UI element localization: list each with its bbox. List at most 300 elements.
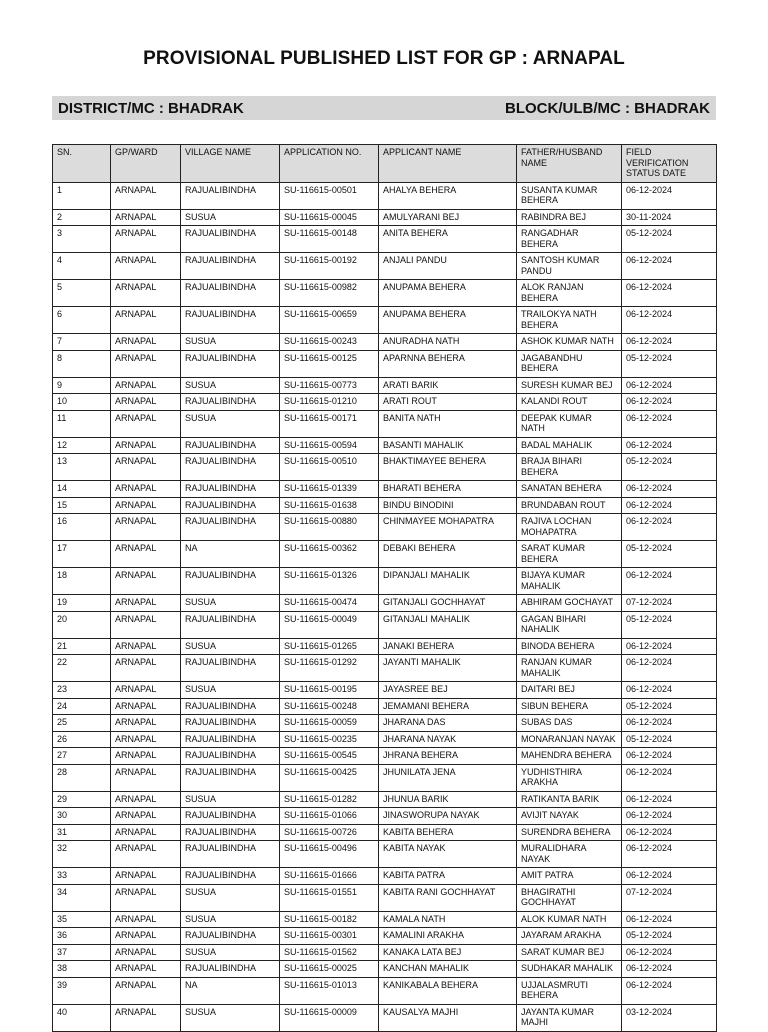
cell-father-husband-name: BADAL MAHALIK: [517, 437, 622, 454]
cell-sn: 38: [53, 961, 111, 978]
cell-gp-ward: ARNAPAL: [111, 764, 181, 791]
cell-gp-ward: ARNAPAL: [111, 884, 181, 911]
cell-sn: 6: [53, 307, 111, 334]
cell-gp-ward: ARNAPAL: [111, 410, 181, 437]
col-header-father-husband-name: FATHER/HUSBAND NAME: [517, 145, 622, 183]
cell-father-husband-name: SANATAN BEHERA: [517, 481, 622, 498]
cell-gp-ward: ARNAPAL: [111, 514, 181, 541]
cell-sn: 13: [53, 454, 111, 481]
cell-application-no: SU-116615-01666: [280, 868, 379, 885]
cell-applicant-name: BHAKTIMAYEE BEHERA: [379, 454, 517, 481]
table-row: [53, 595, 717, 612]
cell-verification-date: 06-12-2024: [622, 808, 717, 825]
cell-village-name: RAJUALIBINDHA: [181, 961, 280, 978]
cell-applicant-name: ANITA BEHERA: [379, 226, 517, 253]
cell-verification-date: 05-12-2024: [622, 928, 717, 945]
cell-gp-ward: ARNAPAL: [111, 497, 181, 514]
cell-sn: 7: [53, 334, 111, 351]
cell-verification-date: 05-12-2024: [622, 731, 717, 748]
col-header-sn: SN.: [53, 145, 111, 183]
cell-application-no: SU-116615-00049: [280, 611, 379, 638]
cell-sn: 29: [53, 791, 111, 808]
cell-application-no: SU-116615-00235: [280, 731, 379, 748]
cell-father-husband-name: SARAT KUMAR BEJ: [517, 944, 622, 961]
cell-sn: 21: [53, 638, 111, 655]
cell-gp-ward: ARNAPAL: [111, 209, 181, 226]
cell-father-husband-name: SIBUN BEHERA: [517, 698, 622, 715]
cell-verification-date: 05-12-2024: [622, 350, 717, 377]
cell-applicant-name: JHRANA BEHERA: [379, 748, 517, 765]
cell-applicant-name: JHARANA DAS: [379, 715, 517, 732]
cell-verification-date: 06-12-2024: [622, 841, 717, 868]
cell-gp-ward: ARNAPAL: [111, 437, 181, 454]
cell-father-husband-name: SUSANTA KUMAR BEHERA: [517, 182, 622, 209]
cell-applicant-name: CHINMAYEE MOHAPATRA: [379, 514, 517, 541]
cell-verification-date: 06-12-2024: [622, 307, 717, 334]
cell-sn: 3: [53, 226, 111, 253]
cell-village-name: RAJUALIBINDHA: [181, 868, 280, 885]
cell-gp-ward: ARNAPAL: [111, 182, 181, 209]
cell-gp-ward: ARNAPAL: [111, 791, 181, 808]
cell-verification-date: 03-12-2024: [622, 1004, 717, 1031]
cell-verification-date: 06-12-2024: [622, 944, 717, 961]
cell-application-no: SU-116615-00982: [280, 280, 379, 307]
cell-village-name: RAJUALIBINDHA: [181, 841, 280, 868]
cell-village-name: RAJUALIBINDHA: [181, 568, 280, 595]
cell-application-no: SU-116615-01292: [280, 655, 379, 682]
cell-father-husband-name: GAGAN BIHARI NAHALIK: [517, 611, 622, 638]
cell-father-husband-name: TRAILOKYA NATH BEHERA: [517, 307, 622, 334]
cell-sn: 31: [53, 824, 111, 841]
cell-gp-ward: ARNAPAL: [111, 824, 181, 841]
cell-gp-ward: ARNAPAL: [111, 350, 181, 377]
cell-sn: 34: [53, 884, 111, 911]
cell-father-husband-name: AMIT PATRA: [517, 868, 622, 885]
cell-applicant-name: GITANJALI GOCHHAYAT: [379, 595, 517, 612]
table-row: [53, 977, 717, 1004]
cell-verification-date: 06-12-2024: [622, 182, 717, 209]
cell-verification-date: 06-12-2024: [622, 253, 717, 280]
cell-father-husband-name: BHAGIRATHI GOCHHAYAT: [517, 884, 622, 911]
cell-village-name: SUSUA: [181, 595, 280, 612]
cell-applicant-name: KAMALINI ARAKHA: [379, 928, 517, 945]
table-row: [53, 911, 717, 928]
cell-verification-date: 06-12-2024: [622, 682, 717, 699]
cell-sn: 18: [53, 568, 111, 595]
cell-father-husband-name: SANTOSH KUMAR PANDU: [517, 253, 622, 280]
table-row: [53, 410, 717, 437]
table-row: [53, 868, 717, 885]
table-row: [53, 182, 717, 209]
cell-gp-ward: ARNAPAL: [111, 731, 181, 748]
cell-gp-ward: ARNAPAL: [111, 868, 181, 885]
cell-village-name: SUSUA: [181, 209, 280, 226]
cell-father-husband-name: RABINDRA BEJ: [517, 209, 622, 226]
cell-gp-ward: ARNAPAL: [111, 944, 181, 961]
cell-gp-ward: ARNAPAL: [111, 481, 181, 498]
cell-father-husband-name: JAYANTA KUMAR MAJHI: [517, 1004, 622, 1031]
table-row: [53, 611, 717, 638]
cell-village-name: SUSUA: [181, 944, 280, 961]
cell-applicant-name: KANIKABALA BEHERA: [379, 977, 517, 1004]
cell-father-husband-name: SURENDRA BEHERA: [517, 824, 622, 841]
cell-gp-ward: ARNAPAL: [111, 961, 181, 978]
cell-application-no: SU-116615-01282: [280, 791, 379, 808]
cell-verification-date: 07-12-2024: [622, 595, 717, 612]
cell-application-no: SU-116615-00659: [280, 307, 379, 334]
cell-village-name: RAJUALIBINDHA: [181, 928, 280, 945]
cell-sn: 9: [53, 377, 111, 394]
cell-village-name: SUSUA: [181, 884, 280, 911]
cell-verification-date: 05-12-2024: [622, 226, 717, 253]
cell-gp-ward: ARNAPAL: [111, 307, 181, 334]
cell-father-husband-name: BINODA BEHERA: [517, 638, 622, 655]
cell-application-no: SU-116615-00148: [280, 226, 379, 253]
cell-village-name: RAJUALIBINDHA: [181, 437, 280, 454]
cell-applicant-name: ANUPAMA BEHERA: [379, 307, 517, 334]
cell-application-no: SU-116615-00510: [280, 454, 379, 481]
table-row: [53, 377, 717, 394]
cell-applicant-name: ANUPAMA BEHERA: [379, 280, 517, 307]
cell-application-no: SU-116615-00243: [280, 334, 379, 351]
cell-village-name: NA: [181, 977, 280, 1004]
table-row: [53, 764, 717, 791]
cell-sn: 20: [53, 611, 111, 638]
cell-sn: 11: [53, 410, 111, 437]
cell-application-no: SU-116615-00425: [280, 764, 379, 791]
cell-verification-date: 05-12-2024: [622, 698, 717, 715]
cell-father-husband-name: MONARANJAN NAYAK: [517, 731, 622, 748]
cell-gp-ward: ARNAPAL: [111, 841, 181, 868]
cell-village-name: RAJUALIBINDHA: [181, 514, 280, 541]
table-row: [53, 454, 717, 481]
table-row: [53, 731, 717, 748]
cell-verification-date: 06-12-2024: [622, 377, 717, 394]
block-label: BLOCK/ULB/MC : BHADRAK: [505, 99, 710, 117]
table-row: [53, 350, 717, 377]
cell-village-name: RAJUALIBINDHA: [181, 824, 280, 841]
col-header-applicant-name: APPLICANT NAME: [379, 145, 517, 183]
cell-application-no: SU-116615-00301: [280, 928, 379, 945]
cell-father-husband-name: RANJAN KUMAR MAHALIK: [517, 655, 622, 682]
cell-application-no: SU-116615-01562: [280, 944, 379, 961]
cell-sn: 24: [53, 698, 111, 715]
cell-application-no: SU-116615-00726: [280, 824, 379, 841]
cell-verification-date: 30-11-2024: [622, 209, 717, 226]
cell-verification-date: 06-12-2024: [622, 334, 717, 351]
cell-application-no: SU-116615-00594: [280, 437, 379, 454]
cell-verification-date: 06-12-2024: [622, 514, 717, 541]
cell-gp-ward: ARNAPAL: [111, 748, 181, 765]
cell-sn: 16: [53, 514, 111, 541]
cell-applicant-name: ANURADHA NATH: [379, 334, 517, 351]
cell-sn: 37: [53, 944, 111, 961]
cell-father-husband-name: RATIKANTA BARIK: [517, 791, 622, 808]
cell-father-husband-name: ASHOK KUMAR NATH: [517, 334, 622, 351]
cell-application-no: SU-116615-00474: [280, 595, 379, 612]
cell-father-husband-name: SURESH KUMAR BEJ: [517, 377, 622, 394]
cell-sn: 8: [53, 350, 111, 377]
table-row: [53, 928, 717, 945]
cell-father-husband-name: JAYARAM ARAKHA: [517, 928, 622, 945]
cell-application-no: SU-116615-00501: [280, 182, 379, 209]
cell-father-husband-name: JAGABANDHU BEHERA: [517, 350, 622, 377]
cell-gp-ward: ARNAPAL: [111, 253, 181, 280]
cell-verification-date: 05-12-2024: [622, 611, 717, 638]
cell-sn: 35: [53, 911, 111, 928]
cell-sn: 40: [53, 1004, 111, 1031]
table-row: [53, 253, 717, 280]
cell-father-husband-name: DAITARI BEJ: [517, 682, 622, 699]
cell-application-no: SU-116615-00182: [280, 911, 379, 928]
cell-verification-date: 06-12-2024: [622, 961, 717, 978]
table-row: [53, 715, 717, 732]
cell-application-no: SU-116615-00025: [280, 961, 379, 978]
cell-sn: 10: [53, 394, 111, 411]
table-row: [53, 514, 717, 541]
cell-village-name: RAJUALIBINDHA: [181, 731, 280, 748]
cell-sn: 32: [53, 841, 111, 868]
cell-applicant-name: DIPANJALI MAHALIK: [379, 568, 517, 595]
cell-village-name: RAJUALIBINDHA: [181, 182, 280, 209]
cell-village-name: RAJUALIBINDHA: [181, 698, 280, 715]
cell-sn: 36: [53, 928, 111, 945]
cell-verification-date: 06-12-2024: [622, 568, 717, 595]
cell-applicant-name: BASANTI MAHALIK: [379, 437, 517, 454]
table-row: [53, 497, 717, 514]
cell-village-name: RAJUALIBINDHA: [181, 280, 280, 307]
cell-gp-ward: ARNAPAL: [111, 280, 181, 307]
cell-application-no: SU-116615-00171: [280, 410, 379, 437]
cell-verification-date: 06-12-2024: [622, 911, 717, 928]
table-row: [53, 394, 717, 411]
table-row: [53, 791, 717, 808]
cell-sn: 26: [53, 731, 111, 748]
cell-village-name: NA: [181, 541, 280, 568]
cell-father-husband-name: KALANDI ROUT: [517, 394, 622, 411]
cell-sn: 17: [53, 541, 111, 568]
cell-applicant-name: KAMALA NATH: [379, 911, 517, 928]
cell-applicant-name: KABITA NAYAK: [379, 841, 517, 868]
table-row: [53, 961, 717, 978]
cell-village-name: RAJUALIBINDHA: [181, 253, 280, 280]
cell-village-name: SUSUA: [181, 638, 280, 655]
cell-gp-ward: ARNAPAL: [111, 638, 181, 655]
cell-gp-ward: ARNAPAL: [111, 1004, 181, 1031]
cell-applicant-name: JINASWORUPA NAYAK: [379, 808, 517, 825]
cell-applicant-name: JAYANTI MAHALIK: [379, 655, 517, 682]
cell-gp-ward: ARNAPAL: [111, 928, 181, 945]
cell-gp-ward: ARNAPAL: [111, 568, 181, 595]
cell-application-no: SU-116615-01210: [280, 394, 379, 411]
cell-applicant-name: BHARATI BEHERA: [379, 481, 517, 498]
table-row: [53, 437, 717, 454]
col-header-application-no: APPLICATION NO.: [280, 145, 379, 183]
cell-gp-ward: ARNAPAL: [111, 377, 181, 394]
cell-verification-date: 06-12-2024: [622, 280, 717, 307]
cell-application-no: SU-116615-00496: [280, 841, 379, 868]
cell-application-no: SU-116615-00045: [280, 209, 379, 226]
cell-father-husband-name: BRUNDABAN ROUT: [517, 497, 622, 514]
cell-village-name: RAJUALIBINDHA: [181, 764, 280, 791]
col-header-gp-ward: GP/WARD: [111, 145, 181, 183]
cell-application-no: SU-116615-00009: [280, 1004, 379, 1031]
beneficiary-table: [52, 144, 717, 1032]
table-row: [53, 808, 717, 825]
cell-verification-date: 06-12-2024: [622, 394, 717, 411]
cell-application-no: SU-116615-01066: [280, 808, 379, 825]
cell-applicant-name: KABITA RANI GOCHHAYAT: [379, 884, 517, 911]
cell-gp-ward: ARNAPAL: [111, 698, 181, 715]
cell-village-name: SUSUA: [181, 1004, 280, 1031]
cell-sn: 12: [53, 437, 111, 454]
cell-sn: 33: [53, 868, 111, 885]
cell-applicant-name: KAUSALYA MAJHI: [379, 1004, 517, 1031]
cell-application-no: SU-116615-00362: [280, 541, 379, 568]
cell-applicant-name: BINDU BINODINI: [379, 497, 517, 514]
cell-sn: 28: [53, 764, 111, 791]
table-row: [53, 541, 717, 568]
cell-verification-date: 06-12-2024: [622, 497, 717, 514]
cell-verification-date: 06-12-2024: [622, 748, 717, 765]
cell-application-no: SU-116615-00059: [280, 715, 379, 732]
cell-applicant-name: JHARANA NAYAK: [379, 731, 517, 748]
cell-verification-date: 06-12-2024: [622, 791, 717, 808]
table-row: [53, 334, 717, 351]
table-row: [53, 841, 717, 868]
cell-sn: 25: [53, 715, 111, 732]
cell-village-name: RAJUALIBINDHA: [181, 611, 280, 638]
cell-village-name: RAJUALIBINDHA: [181, 655, 280, 682]
cell-village-name: RAJUALIBINDHA: [181, 350, 280, 377]
cell-application-no: SU-116615-01551: [280, 884, 379, 911]
cell-village-name: SUSUA: [181, 334, 280, 351]
cell-application-no: SU-116615-00880: [280, 514, 379, 541]
cell-verification-date: 06-12-2024: [622, 977, 717, 1004]
cell-father-husband-name: SUDHAKAR MAHALIK: [517, 961, 622, 978]
table-row: [53, 307, 717, 334]
cell-gp-ward: ARNAPAL: [111, 541, 181, 568]
cell-applicant-name: BANITA NATH: [379, 410, 517, 437]
cell-sn: 15: [53, 497, 111, 514]
cell-applicant-name: ARATI BARIK: [379, 377, 517, 394]
cell-applicant-name: JAYASREE BEJ: [379, 682, 517, 699]
cell-gp-ward: ARNAPAL: [111, 611, 181, 638]
cell-applicant-name: KANCHAN MAHALIK: [379, 961, 517, 978]
cell-verification-date: 05-12-2024: [622, 541, 717, 568]
table-row: [53, 884, 717, 911]
table-row: [53, 481, 717, 498]
cell-verification-date: 06-12-2024: [622, 437, 717, 454]
cell-gp-ward: ARNAPAL: [111, 655, 181, 682]
cell-father-husband-name: ALOK RANJAN BEHERA: [517, 280, 622, 307]
cell-gp-ward: ARNAPAL: [111, 394, 181, 411]
table-row: [53, 944, 717, 961]
cell-application-no: SU-116615-01638: [280, 497, 379, 514]
cell-sn: 4: [53, 253, 111, 280]
cell-village-name: RAJUALIBINDHA: [181, 481, 280, 498]
cell-father-husband-name: RAJIVA LOCHAN MOHAPATRA: [517, 514, 622, 541]
table-row: [53, 209, 717, 226]
cell-application-no: SU-116615-00195: [280, 682, 379, 699]
cell-father-husband-name: ABHIRAM GOCHAYAT: [517, 595, 622, 612]
cell-village-name: RAJUALIBINDHA: [181, 748, 280, 765]
table-row: [53, 280, 717, 307]
cell-father-husband-name: MURALIDHARA NAYAK: [517, 841, 622, 868]
table-body: [53, 182, 717, 1031]
cell-village-name: RAJUALIBINDHA: [181, 454, 280, 481]
cell-father-husband-name: ALOK KUMAR NATH: [517, 911, 622, 928]
cell-applicant-name: ANJALI PANDU: [379, 253, 517, 280]
cell-father-husband-name: BRAJA BIHARI BEHERA: [517, 454, 622, 481]
cell-application-no: SU-116615-01013: [280, 977, 379, 1004]
cell-verification-date: 06-12-2024: [622, 481, 717, 498]
cell-verification-date: 05-12-2024: [622, 454, 717, 481]
cell-applicant-name: AHALYA BEHERA: [379, 182, 517, 209]
cell-verification-date: 06-12-2024: [622, 410, 717, 437]
table-row: [53, 824, 717, 841]
cell-applicant-name: JHUNILATA JENA: [379, 764, 517, 791]
cell-sn: 1: [53, 182, 111, 209]
cell-applicant-name: JEMAMANI BEHERA: [379, 698, 517, 715]
cell-gp-ward: ARNAPAL: [111, 911, 181, 928]
cell-verification-date: 06-12-2024: [622, 824, 717, 841]
cell-father-husband-name: BIJAYA KUMAR MAHALIK: [517, 568, 622, 595]
cell-gp-ward: ARNAPAL: [111, 334, 181, 351]
cell-village-name: RAJUALIBINDHA: [181, 394, 280, 411]
table-row: [53, 682, 717, 699]
cell-application-no: SU-116615-01326: [280, 568, 379, 595]
cell-applicant-name: JHUNUA BARIK: [379, 791, 517, 808]
cell-gp-ward: ARNAPAL: [111, 595, 181, 612]
col-header-village-name: VILLAGE NAME: [181, 145, 280, 183]
cell-sn: 2: [53, 209, 111, 226]
cell-father-husband-name: AVIJIT NAYAK: [517, 808, 622, 825]
table-header-row: [53, 145, 717, 183]
cell-application-no: SU-116615-00125: [280, 350, 379, 377]
cell-father-husband-name: UJJALASMRUTI BEHERA: [517, 977, 622, 1004]
cell-village-name: SUSUA: [181, 377, 280, 394]
cell-application-no: SU-116615-00248: [280, 698, 379, 715]
cell-gp-ward: ARNAPAL: [111, 808, 181, 825]
cell-father-husband-name: RANGADHAR BEHERA: [517, 226, 622, 253]
cell-sn: 14: [53, 481, 111, 498]
district-label: DISTRICT/MC : BHADRAK: [58, 99, 244, 117]
cell-applicant-name: AMULYARANI BEJ: [379, 209, 517, 226]
cell-father-husband-name: YUDHISTHIRA ARAKHA: [517, 764, 622, 791]
cell-sn: 39: [53, 977, 111, 1004]
cell-applicant-name: KABITA PATRA: [379, 868, 517, 885]
cell-village-name: RAJUALIBINDHA: [181, 497, 280, 514]
cell-gp-ward: ARNAPAL: [111, 454, 181, 481]
cell-verification-date: 06-12-2024: [622, 655, 717, 682]
cell-sn: 5: [53, 280, 111, 307]
cell-gp-ward: ARNAPAL: [111, 977, 181, 1004]
cell-applicant-name: APARNNA BEHERA: [379, 350, 517, 377]
cell-sn: 23: [53, 682, 111, 699]
location-bar: [52, 96, 716, 120]
cell-village-name: RAJUALIBINDHA: [181, 715, 280, 732]
table-row: [53, 748, 717, 765]
table-row: [53, 698, 717, 715]
cell-verification-date: 06-12-2024: [622, 764, 717, 791]
cell-verification-date: 06-12-2024: [622, 868, 717, 885]
cell-applicant-name: JANAKI BEHERA: [379, 638, 517, 655]
cell-village-name: SUSUA: [181, 682, 280, 699]
cell-village-name: RAJUALIBINDHA: [181, 307, 280, 334]
cell-sn: 27: [53, 748, 111, 765]
cell-verification-date: 07-12-2024: [622, 884, 717, 911]
